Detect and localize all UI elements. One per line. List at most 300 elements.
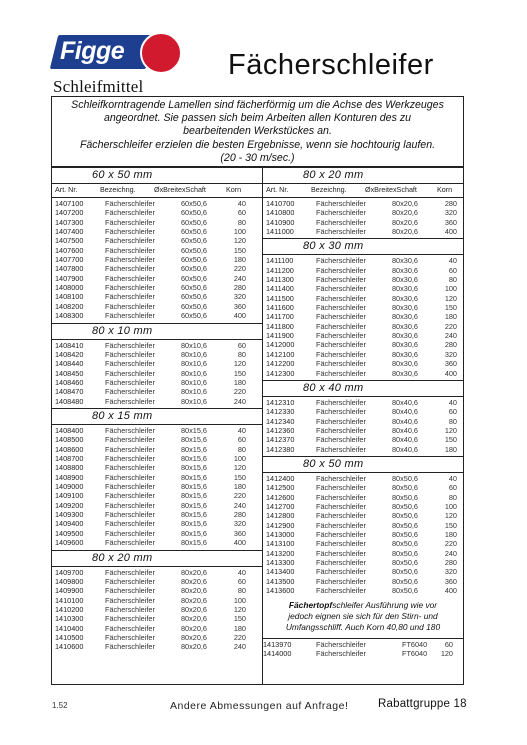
grit: 400 [444,368,457,378]
article-number: 1410400 [55,623,84,633]
dimensions: 80x10,6 [181,377,207,387]
dimensions: 80x20,6 [181,614,207,624]
section-rule [263,638,464,639]
table-row [263,359,464,368]
article-number: 1411600 [266,303,294,313]
product-name: Fächerschleifer [316,368,366,378]
article-number: 1414000 [263,648,292,658]
dimensions: 80x40,6 [392,444,418,454]
dimensions: 80x15,6 [181,510,207,520]
table-row [263,539,464,548]
dimensions: 80x50,6 [392,558,418,568]
table-row [263,340,464,349]
article-number: 1413000 [266,530,295,540]
product-name: Fächerschleifer [105,454,155,464]
table-row [52,199,262,208]
page-number: 1.52 [52,701,68,710]
article-number: 1412200 [266,359,295,369]
dimensions: 80x30,6 [392,312,418,322]
intro-line: bearbeitenden Werkstückes an. [183,125,332,138]
grit: 150 [233,614,246,624]
product-name: Fächerschleifer [316,474,366,484]
section-rule [263,167,464,168]
table-row [52,311,262,320]
product-name: Fächerschleifer [105,227,155,237]
product-name: Fächerschleifer [316,586,366,596]
product-name: Fächerschleifer [316,648,366,658]
article-number: 1407200 [55,208,84,218]
section-rows [52,199,262,320]
article-number: 1408480 [55,396,84,406]
grit: 180 [233,623,246,633]
product-name: Fächerschleifer [105,273,155,283]
grit: 40 [448,397,457,407]
dimensions: 80x20,6 [181,576,207,586]
table-row [263,445,464,454]
table-row [263,398,464,407]
section-rule [263,456,464,457]
section-rule [52,197,262,198]
dimensions: 80x50,6 [392,474,418,484]
table-row [263,284,464,293]
product-name: Fächerschleifer [105,264,155,274]
table-row [52,435,262,444]
table-row [52,642,262,651]
table-row [52,445,262,454]
grit: 150 [444,435,457,445]
intro-line: (20 - 30 m/sec.) [220,151,295,164]
article-number: 1408000 [55,283,84,293]
table-row [52,501,262,510]
brand-subtitle: Schleifmittel [53,77,144,96]
col-head-dims: ØxBreitexSchaft [154,185,206,194]
dimensions: 80x10,6 [181,340,207,350]
grit: 360 [233,528,246,538]
article-number: 1409400 [55,519,84,529]
table-row [52,605,262,614]
grit: 360 [444,576,457,586]
dimensions: 60x50,6 [181,208,207,218]
grit: 240 [233,500,246,510]
table-row [263,586,464,595]
product-name: Fächerschleifer [105,519,155,529]
product-name: Fächerschleifer [105,377,155,387]
article-number: 1408700 [55,454,84,464]
section-rule [52,424,262,425]
grit: 360 [444,217,457,227]
product-name: Fächerschleifer [316,502,366,512]
dimensions: 60x50,6 [181,217,207,227]
table-row [52,473,262,482]
article-number: 1408470 [55,387,84,397]
table-row [52,283,262,292]
table-row [52,397,262,406]
article-number: 1412900 [266,520,295,530]
table-row [263,208,464,217]
logo-red-disc [140,32,182,74]
table-row [263,266,464,275]
section-title: 80 x 20 mm [303,169,364,181]
table-row [52,236,262,245]
footer-note: Andere Abmessungen auf Anfrage! [170,700,349,712]
article-number: 1412310 [266,397,295,407]
section-rule [263,238,464,239]
product-name: Fächerschleifer [316,435,366,445]
grit: 100 [444,502,457,512]
product-name: Fächerschleifer [105,292,155,302]
product-name: Fächerschleifer [316,639,366,649]
table-row [263,435,464,444]
section-rows [263,474,464,595]
dimensions: 80x50,6 [392,548,418,558]
article-number: 1411100 [266,256,294,266]
article-number: 1411000 [266,227,294,237]
product-name: Fächerschleifer [105,199,155,208]
dimensions: 80x30,6 [392,265,418,275]
product-name: Fächerschleifer [105,604,155,614]
section-rule [52,339,262,340]
figge-logo [54,32,172,76]
grit: 150 [233,245,246,255]
article-number: 1412370 [266,435,295,445]
section-title: 80 x 30 mm [303,240,364,253]
article-number: 1411900 [266,331,294,341]
article-number: 1407400 [55,227,84,237]
product-name: Fächerschleifer [105,576,155,586]
article-number: 1413100 [266,539,295,549]
grit: 120 [444,293,457,303]
article-number: 1408900 [55,472,84,482]
table-row [263,312,464,321]
grit: 80 [237,586,246,596]
logo-wordmark: Figge [60,37,125,65]
dimensions: 80x30,6 [392,349,418,359]
article-number: 1411700 [266,312,294,322]
grit: 80 [448,492,457,502]
grit: 360 [444,359,457,369]
table-row [52,614,262,623]
table-row [263,369,464,378]
article-number: 1407100 [55,199,84,208]
dimensions: FT6040 [402,648,428,658]
dimensions: 60x50,6 [181,199,207,208]
product-name: Fächerschleifer [105,301,155,311]
product-name: Fächerschleifer [105,368,155,378]
dimensions: 80x50,6 [392,586,418,596]
note-line-1 [267,600,459,611]
article-number: 1413400 [266,567,295,577]
intro-line: Fächerschleifer erzielen die besten Ergebnisse, wenn sie hochtourig laufen. [79,138,436,151]
dimensions: 60x50,6 [181,301,207,311]
dimensions: 80x15,6 [181,454,207,464]
product-name: Fächerschleifer [105,217,155,227]
section-rule [52,566,262,567]
product-name: Fächerschleifer [316,303,366,313]
table-row [52,208,262,217]
dimensions: 60x50,6 [181,311,207,321]
product-name: Fächerschleifer [316,340,366,350]
dimensions: 80x15,6 [181,538,207,548]
grit: 40 [448,256,457,266]
table-row [52,255,262,264]
grit: 220 [444,321,457,331]
product-name: Fächerschleifer [316,349,366,359]
table-row [263,511,464,520]
article-number: 1408410 [55,340,84,350]
grit: 120 [440,648,453,658]
dimensions: 80x15,6 [181,435,207,445]
article-number: 1407900 [55,273,84,283]
col-head-name: Bezeichng. [100,185,136,194]
section-rows [52,426,262,547]
table-row [263,426,464,435]
grit: 100 [444,284,457,294]
dimensions: 80x15,6 [181,463,207,473]
article-number: 1408460 [55,377,84,387]
table-row [52,596,262,605]
intro-line: angeordnet. Sie passen sich beim Arbeiten allen Konturen des zu [103,112,412,125]
article-number: 1410700 [266,199,295,208]
table-row [52,568,262,577]
note-bold: Fächertopf [288,599,333,610]
note-line-1-rest: schleifer Ausführung wie vor [332,599,438,610]
dimensions: 80x15,6 [181,491,207,501]
dimensions: 80x30,6 [392,293,418,303]
grit: 180 [233,482,246,492]
article-number: 1408200 [55,301,84,311]
grit: 400 [233,311,246,321]
grit: 220 [444,539,457,549]
dimensions: 80x30,6 [392,368,418,378]
article-number: 1413600 [266,586,295,596]
section-rule [263,396,464,397]
grit: 60 [237,340,246,350]
dimensions: 80x10,6 [181,368,207,378]
table-row [263,322,464,331]
grit: 180 [233,377,246,387]
table-row [263,294,464,303]
grit: 320 [444,349,457,359]
article-number: 1412340 [266,416,295,426]
grit: 80 [448,416,457,426]
dimensions: 80x10,6 [181,387,207,397]
product-name: Fächerschleifer [105,283,155,293]
table-row [52,482,262,491]
article-number: 1409100 [55,491,84,501]
table-row [52,538,262,547]
grit: 400 [444,586,457,596]
product-name: Fächerschleifer [316,293,366,303]
dimensions: FT6040 [402,639,428,649]
grit: 240 [444,331,457,341]
product-name: Fächerschleifer [105,567,155,577]
grit: 150 [233,472,246,482]
dimensions: 60x50,6 [181,255,207,265]
product-name: Fächerschleifer [316,558,366,568]
article-number: 1409900 [55,586,84,596]
section-rule [263,380,464,381]
table-row [52,529,262,538]
grit: 220 [233,264,246,274]
product-name: Fächerschleifer [105,595,155,605]
article-number: 1412800 [266,511,295,521]
grit: 280 [444,199,457,208]
article-number: 1408400 [55,426,84,435]
intro-box [51,96,464,167]
grit: 180 [444,530,457,540]
table-row [263,649,464,658]
dimensions: 80x15,6 [181,519,207,529]
section-rule [52,183,262,184]
grit: 40 [237,199,246,208]
dimensions: 80x20,6 [181,623,207,633]
product-name: Fächerschleifer [105,472,155,482]
dimensions: 80x20,6 [392,217,418,227]
article-number: 1409700 [55,567,84,577]
table-row [263,493,464,502]
article-number: 1409800 [55,576,84,586]
article-number: 1410800 [266,208,295,218]
product-name: Fächerschleifer [316,227,366,237]
table-row [52,378,262,387]
grit: 80 [237,217,246,227]
section-title: 80 x 15 mm [92,410,153,422]
dimensions: 80x20,6 [392,199,418,208]
product-name: Fächerschleifer [105,623,155,633]
table-row [263,502,464,511]
grit: 280 [444,558,457,568]
dimensions: 60x50,6 [181,245,207,255]
article-number: 1408420 [55,349,84,359]
dimensions: 80x15,6 [181,500,207,510]
table-row [263,640,464,649]
dimensions: 60x50,6 [181,273,207,283]
grit: 320 [444,567,457,577]
dimensions: 80x50,6 [392,520,418,530]
product-name: Fächerschleifer [316,199,366,208]
table-row [52,586,262,595]
table-row [263,350,464,359]
product-name: Fächerschleifer [105,236,155,246]
intro-line: Schleifkorntragende Lamellen sind fächerförmig um die Achse des Werkzeuges [71,99,444,111]
grit: 80 [448,275,457,285]
grit: 60 [237,435,246,445]
grit: 180 [444,444,457,454]
dimensions: 80x50,6 [392,539,418,549]
product-name: Fächerschleifer [105,387,155,397]
table-row [263,407,464,416]
grit: 240 [444,548,457,558]
table-row [52,264,262,273]
table-row [52,624,262,633]
product-name: Fächerschleifer [316,539,366,549]
grit: 40 [237,426,246,435]
article-number: 1407800 [55,264,84,274]
dimensions: 80x40,6 [392,407,418,417]
grit: 60 [448,407,457,417]
dimensions: 80x50,6 [392,530,418,540]
table-row [52,227,262,236]
grit: 220 [233,632,246,642]
cup-grinder-note [267,600,459,636]
grit: 220 [233,491,246,501]
product-name: Fächerschleifer [316,265,366,275]
product-name: Fächerschleifer [316,208,366,218]
article-number: 1408450 [55,368,84,378]
table-row [52,577,262,586]
dimensions: 80x40,6 [392,435,418,445]
article-number: 1408100 [55,292,84,302]
product-name: Fächerschleifer [105,482,155,492]
table-row [263,474,464,483]
table-row [52,426,262,435]
dimensions: 80x50,6 [392,502,418,512]
dimensions: 80x50,6 [392,567,418,577]
product-name: Fächerschleifer [316,511,366,521]
grit: 120 [233,236,246,246]
dimensions: 80x15,6 [181,444,207,454]
article-number: 1408500 [55,435,84,445]
dimensions: 80x15,6 [181,528,207,538]
table-row [52,292,262,301]
article-number: 1409600 [55,538,84,548]
grit: 360 [233,301,246,311]
grit: 120 [233,359,246,369]
dimensions: 80x15,6 [181,426,207,435]
dimensions: 80x10,6 [181,359,207,369]
section-rule [263,472,464,473]
product-name: Fächerschleifer [316,483,366,493]
grit: 320 [233,519,246,529]
dimensions: 80x20,6 [181,595,207,605]
section-rows [263,398,464,454]
grit: 120 [444,511,457,521]
article-number: 1407600 [55,245,84,255]
product-table [51,167,464,685]
table-row [263,275,464,284]
product-name: Fächerschleifer [316,425,366,435]
grit: 60 [237,208,246,218]
grit: 320 [444,208,457,218]
note-line-3: Umfangsschliff. Auch Korn 40,80 und 180 [285,622,441,632]
dimensions: 80x40,6 [392,416,418,426]
dimensions: 80x30,6 [392,321,418,331]
grit: 80 [237,349,246,359]
article-number: 1409000 [55,482,84,492]
dimensions: 80x30,6 [392,275,418,285]
table-row [52,246,262,255]
product-name: Fächerschleifer [105,538,155,548]
product-name: Fächerschleifer [105,500,155,510]
grit: 60 [448,483,457,493]
grit: 60 [237,576,246,586]
article-number: 1408600 [55,444,84,454]
section-title: 80 x 40 mm [303,381,364,394]
section-rule [52,167,262,168]
grit: 40 [448,474,457,484]
grit: 180 [233,255,246,265]
product-name: Fächerschleifer [316,275,366,285]
dimensions: 60x50,6 [181,236,207,246]
article-number: 1409300 [55,510,84,520]
dimensions: 80x30,6 [392,256,418,266]
article-number: 1410300 [55,614,84,624]
col-head-art: Art. Nr. [266,185,289,194]
article-number: 1412360 [266,425,295,435]
dimensions: 80x50,6 [392,511,418,521]
article-number: 1407500 [55,236,84,246]
table-row [52,454,262,463]
